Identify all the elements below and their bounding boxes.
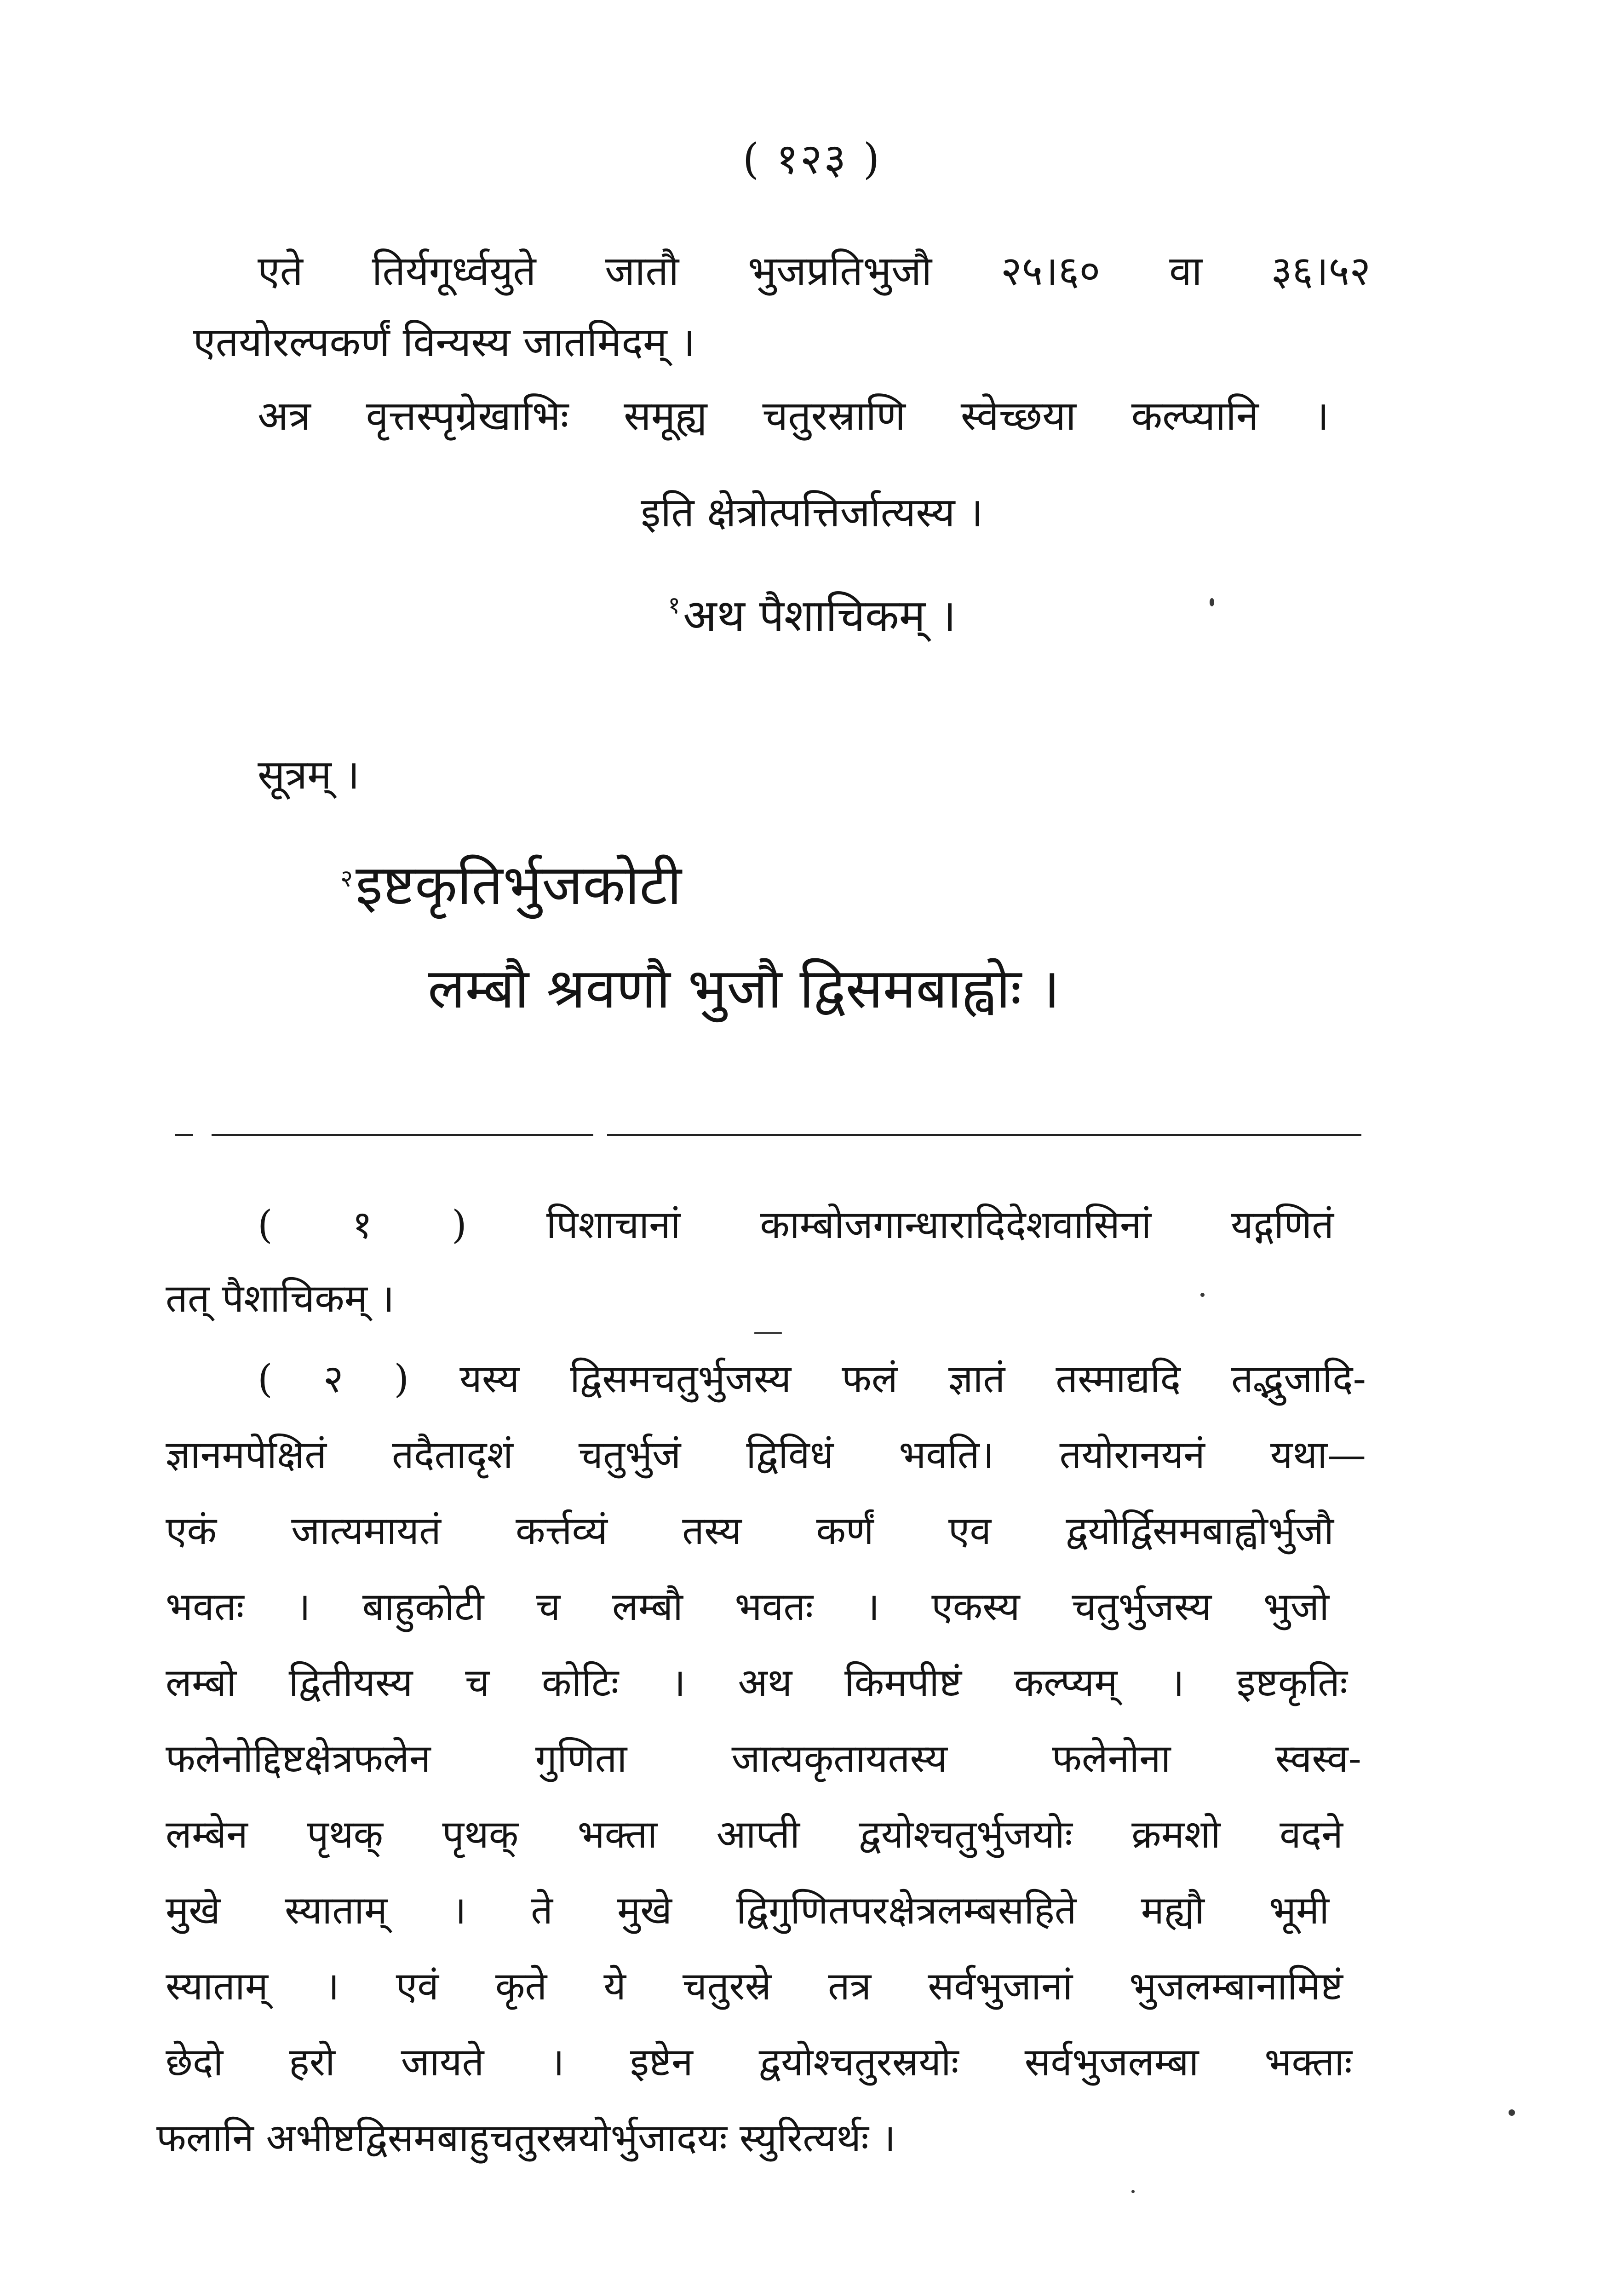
footnote-marker-2: २: [340, 865, 353, 893]
footnote-2-line-10: छेदो हरो जायते । इष्टेन द्वयोश्चतुरस्रयोः सर्वभुजलम्बा भक्ताः: [166, 2039, 1352, 2085]
rule-gap-2: [593, 1131, 607, 1138]
sutram-label: सूत्रम् ।: [258, 751, 360, 798]
footnote-2-line-6: फलेनोद्दिष्टक्षेत्रफलेन गुणिता जात्यकृतायतस्य फलेनोना स्वस्व-: [166, 1736, 1361, 1781]
footnote-2-line-5: लम्बो द्वितीयस्य च कोटिः । अथ किमपीष्टं कल्प्यम् । इष्टकृतिः: [166, 1660, 1348, 1705]
footnote-2-line-8: मुखे स्याताम् । ते मुखे द्विगुणितपरक्षेत्रलम्बसहिते मह्यौ भूमी: [166, 1888, 1329, 1933]
footnote-2-line-11: फलानि अभीष्टद्विसमबाहुचतुरस्रयोर्भुजादयः स्युरित्यर्थः ।: [156, 2115, 896, 2160]
section-heading-text: अथ पैशाचिकम् ।: [683, 590, 956, 641]
iti-line: इति क्षेत्रोत्पत्तिर्जात्यस्य ।: [641, 489, 983, 536]
footnote-1-line-2: तत् पैशाचिकम् ।: [166, 1276, 395, 1321]
footnote-separator-rule: [175, 1134, 1361, 1136]
scan-speck: [1131, 2190, 1135, 2193]
footnote-2-line-1: ( २ ) यस्य द्विसमचतुर्भुजस्य फलं ज्ञातं तस्माद्यदि तद्भुजादि-: [258, 1356, 1366, 1401]
rule-gap-1: [193, 1131, 212, 1138]
footnote-2-line-9: स्याताम् । एवं कृते ये चतुरस्रे तत्र सर्वभुजानां भुजलम्बानामिष्टं: [166, 1964, 1343, 2009]
footnote-2-line-3: एकं जात्यमायतं कर्त्तव्यं तस्य कर्णं एव द्वयोर्द्विसमबाह्वोर्भुजौ: [166, 1508, 1334, 1553]
verse-line-1: [340, 853, 682, 917]
scan-speck: [1509, 2109, 1515, 2116]
scan-speck: [1210, 598, 1214, 606]
scan-speck: [754, 1332, 782, 1334]
footnote-2-line-7: लम्बेन पृथक् पृथक् भक्ता आप्ती द्वयोश्चतुर्भुजयोः क्रमशो वदने: [166, 1812, 1343, 1857]
section-heading: [0, 590, 1624, 641]
verse-line-1-text: इष्टकृतिर्भुजकोटी: [356, 853, 682, 917]
page-number: ( १२३ ): [742, 134, 882, 184]
verse-line-2: लम्बौ श्रवणौ भुजौ द्विसमबाह्वोः ।: [428, 957, 1060, 1021]
footnote-marker-1: १: [668, 592, 681, 619]
intro-line-1: एते तिर्यगूर्ध्वयुते जातौ भुजप्रतिभुजौ २५।६० वा ३६।५२: [258, 247, 1371, 294]
intro-line-2: एतयोरल्पकर्णं विन्यस्य जातमिदम् ।: [193, 318, 695, 366]
intro-line-3: अत्र वृत्तस्पृग्रेखाभिः समूह्य चतुरस्राणि स्वेच्छया कल्प्यानि ।: [258, 392, 1329, 439]
footnote-1-line-1: ( १ ) पिशाचानां काम्बोजगान्धारादिदेशवासिनां यद्गणितं: [258, 1202, 1334, 1247]
footnote-2-line-4: भवतः । बाहुकोटी च लम्बौ भवतः । एकस्य चतुर्भुजस्य भुजो: [166, 1584, 1329, 1629]
scan-speck: [1200, 1293, 1205, 1297]
footnote-2-line-2: ज्ञानमपेक्षितं तदैतादृशं चतुर्भुजं द्विविधं भवति। तयोरानयनं यथा—: [166, 1432, 1366, 1477]
